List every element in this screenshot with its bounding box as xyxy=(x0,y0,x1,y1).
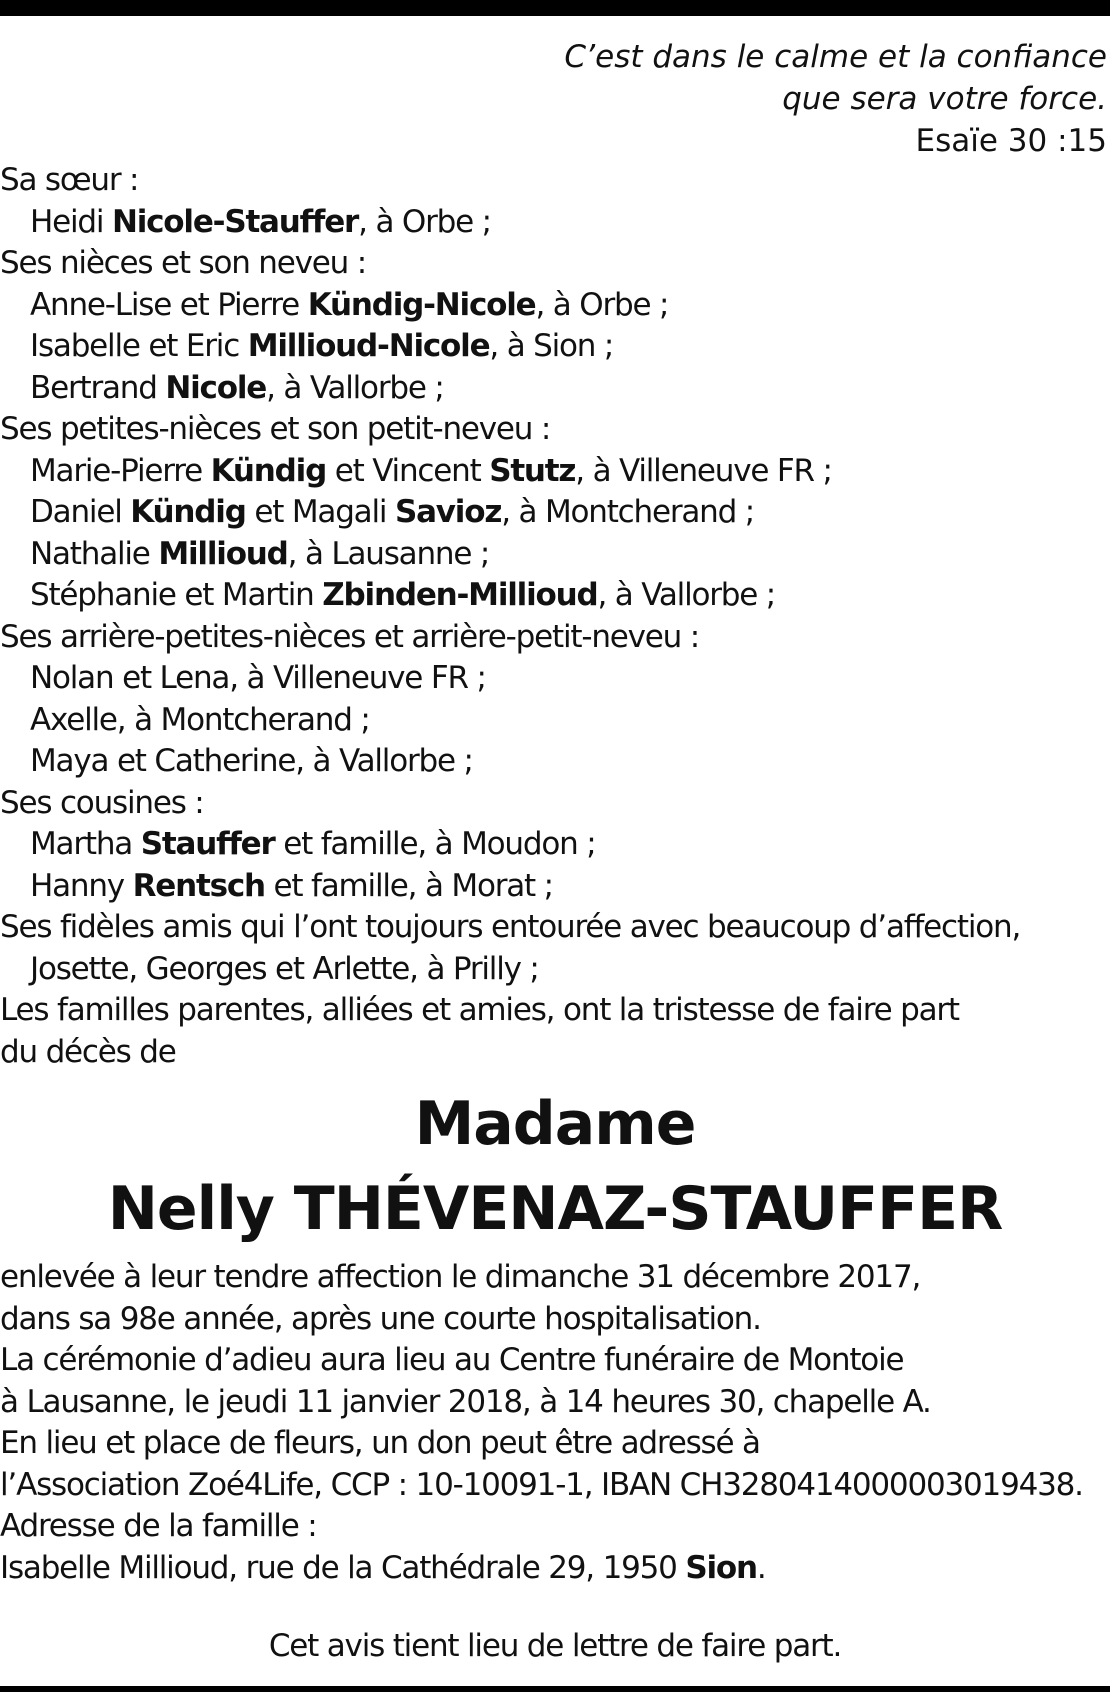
notice-line: La cérémonie d’adieu aura lieu au Centre funéraire de Montoie xyxy=(0,1342,904,1378)
notice-line: l’Association Zoé4Life, CCP : 10-10091-1, IBAN CH3280414000003019438. xyxy=(0,1466,1083,1503)
epigraph-line-1: C’est dans le calme et la confiance xyxy=(564,39,1107,75)
epigraph xyxy=(564,36,1107,162)
notice-line: à Lausanne, le jeudi 11 janvier 2018, à 14 heures 30, chapelle A. xyxy=(0,1383,931,1420)
bottom-border xyxy=(0,1686,1110,1692)
deceased-name: Nelly THÉVENAZ-STAUFFER xyxy=(107,1174,1003,1244)
family-member: Daniel Kündig et Magali Savioz, à Montcherand ; xyxy=(30,494,754,530)
cousins-heading: Ses cousines : xyxy=(0,784,204,821)
family-member: Nolan et Lena, à Villeneuve FR ; xyxy=(30,660,486,696)
nieces-heading: Ses nièces et son neveu : xyxy=(0,245,366,281)
great-grand-heading: Ses arrière-petites-nièces et arrière-petit-neveu : xyxy=(0,618,700,655)
notice-line: enlevée à leur tendre affection le dimanche 31 décembre 2017, xyxy=(0,1259,921,1295)
notice-line: En lieu et place de fleurs, un don peut être adressé à xyxy=(0,1425,760,1461)
family-list xyxy=(0,160,1108,1073)
family-member: Hanny Rentsch et famille, à Morat ; xyxy=(30,867,553,904)
family-address: Isabelle Millioud, rue de la Cathédrale 29, 1950 Sion. xyxy=(0,1549,766,1586)
family-member: Bertrand Nicole, à Vallorbe ; xyxy=(30,369,444,406)
family-member: Martha Stauffer et famille, à Moudon ; xyxy=(30,826,596,862)
family-member: Heidi Nicole-Stauffer, à Orbe ; xyxy=(30,203,491,240)
epigraph-reference: Esaïe 30 :15 xyxy=(915,123,1107,159)
family-member: Marie-Pierre Kündig et Vincent Stutz, à Villeneuve FR ; xyxy=(30,452,832,489)
family-member: Maya et Catherine, à Vallorbe ; xyxy=(30,743,473,779)
friends-heading: Ses fidèles amis qui l’ont toujours entourée avec beaucoup d’affection, xyxy=(0,909,1021,945)
notice-text xyxy=(0,1257,1108,1589)
top-border xyxy=(0,0,1110,16)
family-member: Nathalie Millioud, à Lausanne ; xyxy=(30,535,490,572)
families-announcement: Les familles parentes, alliées et amies, ont la tristesse de faire part xyxy=(0,992,959,1028)
deceased-title: Madame xyxy=(414,1089,696,1159)
family-member: Axelle, à Montcherand ; xyxy=(30,701,370,738)
footer-note: Cet avis tient lieu de lettre de faire part. xyxy=(268,1628,842,1664)
families-announcement-cont: du décès de xyxy=(0,1033,176,1070)
family-member: Stéphanie et Martin Zbinden-Millioud, à Vallorbe ; xyxy=(30,577,776,613)
family-member: Anne-Lise et Pierre Kündig-Nicole, à Orbe ; xyxy=(30,286,669,323)
grand-nieces-heading: Ses petites-nièces et son petit-neveu : xyxy=(0,411,551,447)
sister-heading: Sa sœur : xyxy=(0,162,139,198)
friends-names: Josette, Georges et Arlette, à Prilly ; xyxy=(30,950,539,987)
notice-line: Adresse de la famille : xyxy=(0,1508,317,1544)
family-member: Isabelle et Eric Millioud-Nicole, à Sion ; xyxy=(30,328,614,364)
epigraph-line-2: que sera votre force. xyxy=(782,81,1107,117)
notice-line: dans sa 98e année, après une courte hospitalisation. xyxy=(0,1300,761,1337)
